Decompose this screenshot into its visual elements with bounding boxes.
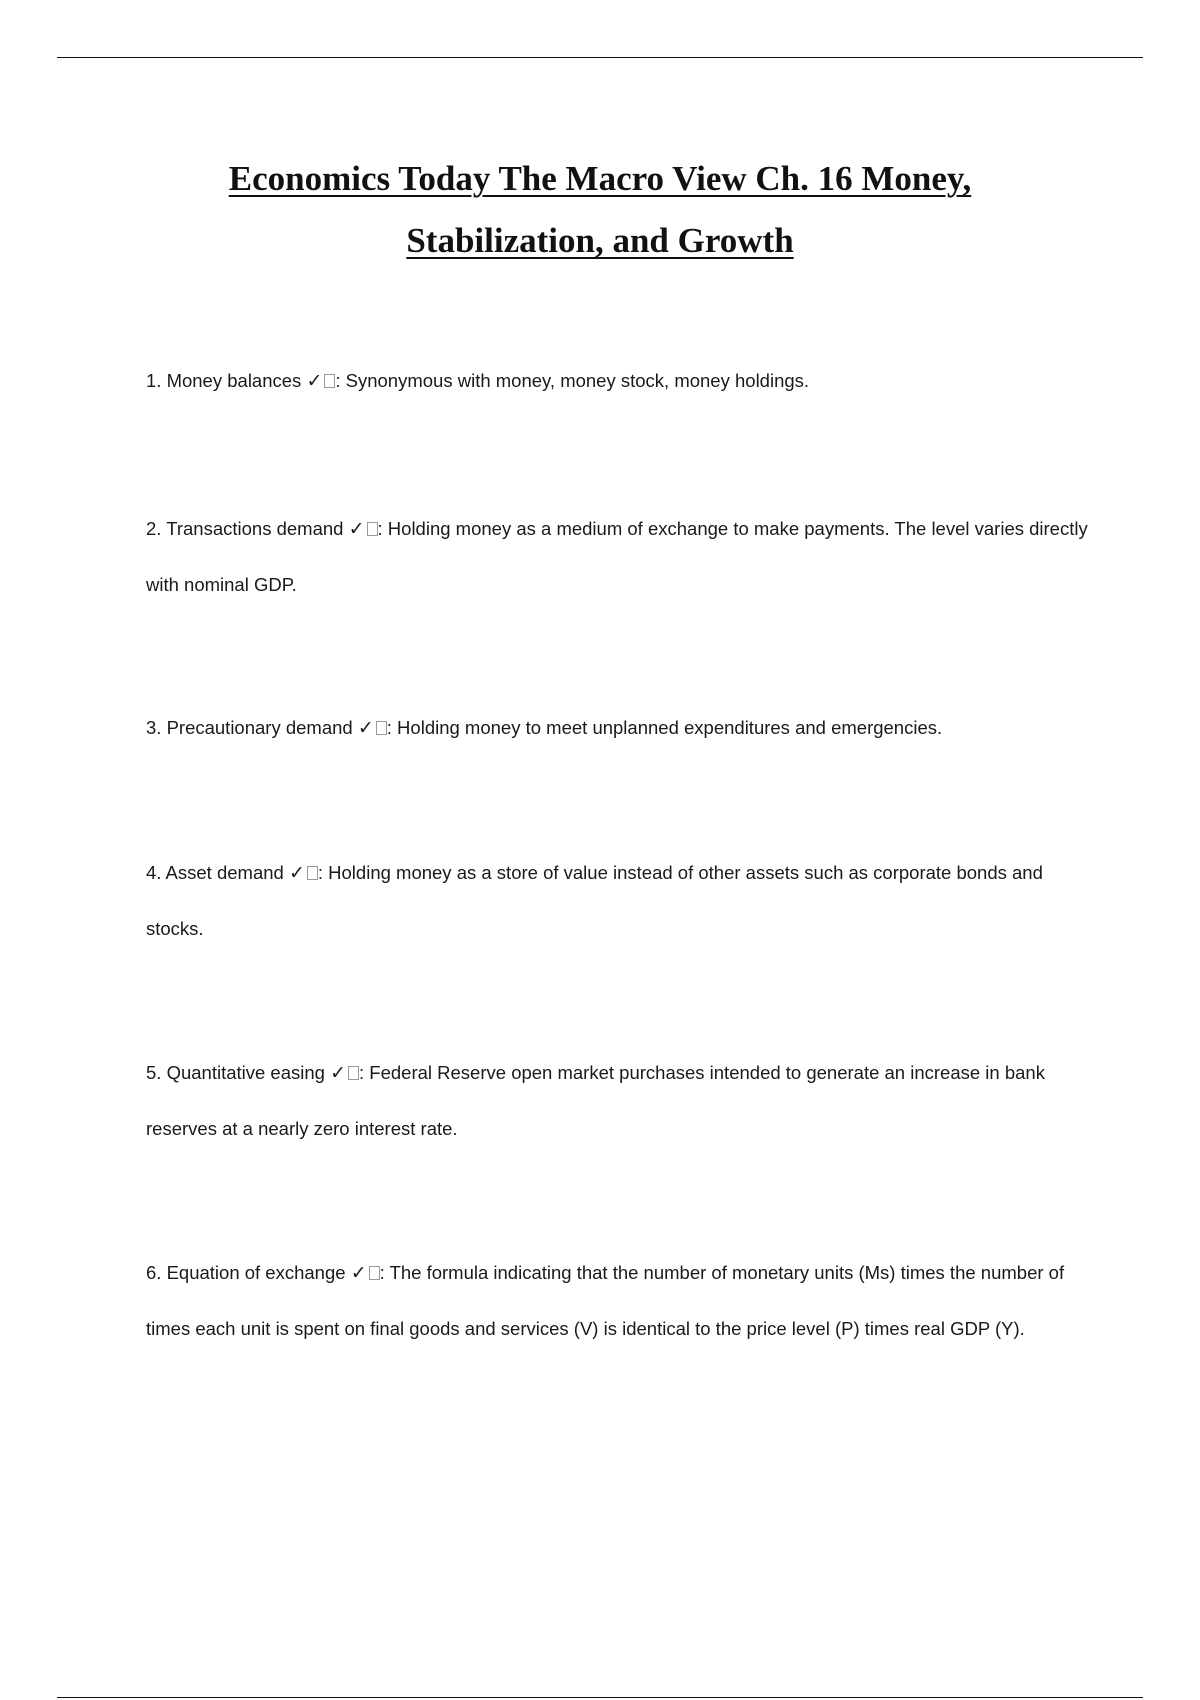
- checkmark-icon: ✓: [350, 1262, 367, 1284]
- entry-definition: : Holding money to meet unplanned expenditures and emergencies.: [386, 717, 943, 738]
- title-line-1: Economics Today The Macro View Ch. 16 Money,: [228, 159, 972, 198]
- checkmark-icon: ✓: [357, 717, 374, 739]
- entry-definition: : Synonymous with money, money stock, money holdings.: [335, 370, 810, 391]
- checkmark-icon: ✓: [288, 862, 305, 884]
- entry-quantitative-easing: [146, 1045, 1096, 1157]
- box-icon: [307, 866, 318, 880]
- box-icon: [376, 721, 387, 735]
- entry-definition: : Federal Reserve open market purchases intended to generate an increase in bank reserves at a nearly zero interest rate.: [146, 1062, 1045, 1139]
- entry-definition: : The formula indicating that the number of monetary units (Ms) times the number of times each unit is spent on final goods and services (V) is identical to the price level (P) times real GDP (Y).: [146, 1262, 1065, 1339]
- checkmark-icon: ✓: [306, 370, 323, 392]
- box-icon: [369, 1266, 380, 1280]
- entry-definition: : Holding money as a medium of exchange to make payments. The level varies directly with nominal GDP.: [146, 518, 1088, 595]
- entry-term: 6. Equation of exchange: [146, 1262, 346, 1283]
- document-title: [150, 148, 1050, 272]
- top-rule: [57, 57, 1143, 58]
- entry-term: 3. Precautionary demand: [146, 717, 353, 738]
- checkmark-icon: ✓: [330, 1062, 347, 1084]
- entry-term: 1. Money balances: [146, 370, 302, 391]
- title-line-2: Stabilization, and Growth: [406, 221, 794, 260]
- entry-equation-of-exchange: [146, 1245, 1096, 1357]
- entry-money-balances: [146, 353, 1096, 409]
- entry-precautionary-demand: [146, 700, 1096, 756]
- entry-transactions-demand: [146, 501, 1096, 613]
- entry-definition: : Holding money as a store of value instead of other assets such as corporate bonds and stocks.: [146, 862, 1043, 939]
- entry-term: 4. Asset demand: [146, 862, 284, 883]
- entry-asset-demand: [146, 845, 1096, 957]
- entry-term: 5. Quantitative easing: [146, 1062, 325, 1083]
- box-icon: [348, 1066, 359, 1080]
- checkmark-icon: ✓: [348, 518, 365, 540]
- box-icon: [367, 522, 378, 536]
- bottom-rule: [57, 1697, 1143, 1698]
- box-icon: [324, 374, 335, 388]
- entry-term: 2. Transactions demand: [146, 518, 344, 539]
